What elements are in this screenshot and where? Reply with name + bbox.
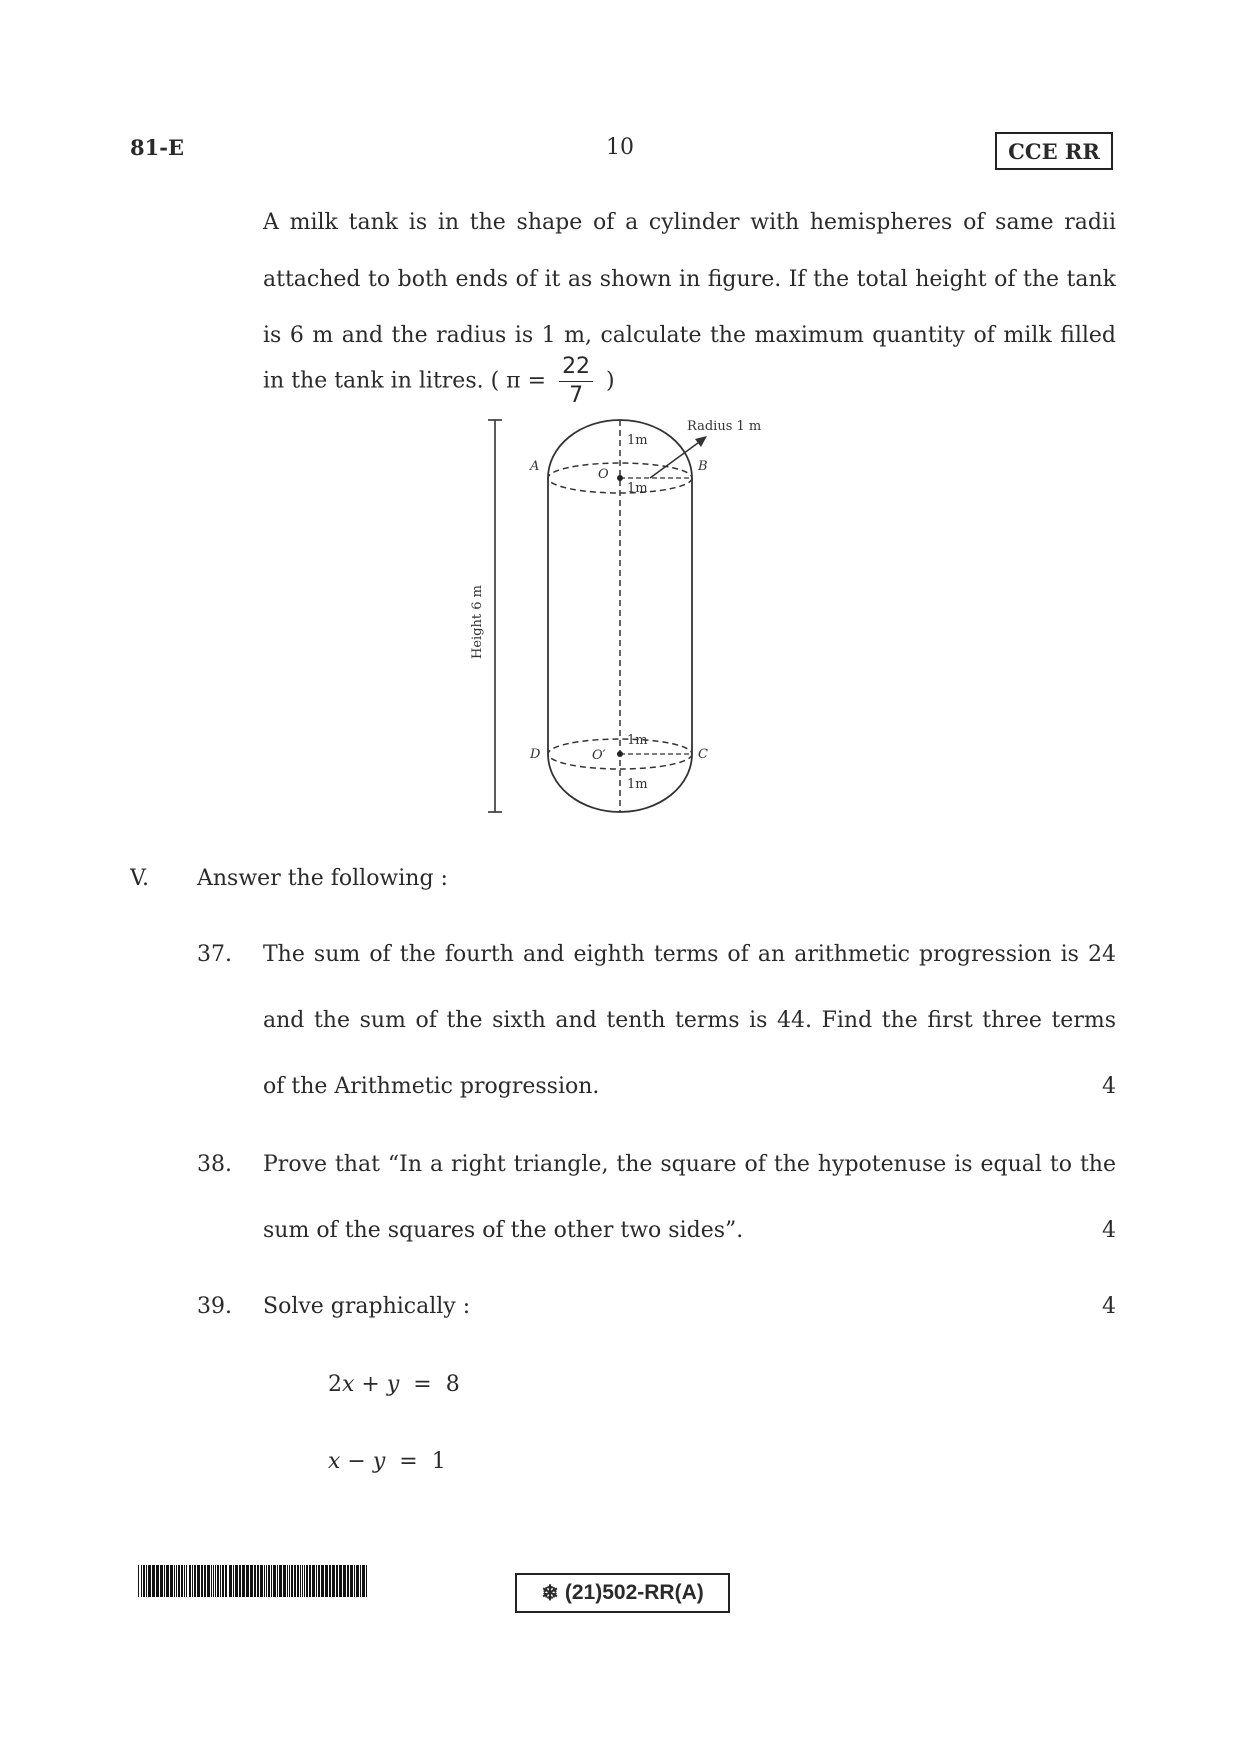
question-37-line-2: and the sum of the sixth and tenth terms is 44. Find the first three terms [263, 1008, 1116, 1033]
barcode-bar [166, 1565, 169, 1597]
barcode-bar [279, 1565, 282, 1597]
problem-line-3: is 6 m and the radius is 1 m, calculate the maximum quantity of milk filled [263, 323, 1116, 348]
question-37-line-1: The sum of the fourth and eighth terms of an arithmetic progression is 24 [263, 942, 1116, 967]
barcode-bar [178, 1565, 180, 1597]
problem-line-2: attached to both ends of it as shown in figure. If the total height of the tank [263, 267, 1116, 292]
equation-2-rhs: 1 [431, 1449, 446, 1474]
barcode-bar [141, 1565, 142, 1597]
equation-1-x-var: x [342, 1372, 355, 1397]
barcode-bar [152, 1565, 155, 1597]
barcode-bar [186, 1565, 187, 1597]
barcode-bar [329, 1565, 331, 1597]
question-37-number: 37. [197, 942, 232, 967]
barcode-bar [222, 1565, 224, 1597]
bottom-height-label: 1m [627, 777, 648, 792]
radius-arrow-head [695, 436, 707, 447]
barcode-bar [176, 1565, 177, 1597]
barcode-bar [257, 1565, 259, 1597]
barcode-bar [189, 1565, 191, 1597]
barcode-bar [215, 1565, 216, 1597]
barcode-bar [325, 1565, 328, 1597]
equation-2-op: − [347, 1449, 366, 1474]
pi-denominator: 7 [569, 383, 584, 408]
barcode-bar [174, 1565, 175, 1597]
barcode-bar [332, 1565, 335, 1597]
equation-1-op: + [361, 1372, 380, 1397]
barcode-bar [164, 1565, 165, 1597]
section-title: Answer the following : [197, 866, 448, 891]
barcode-bar [194, 1565, 196, 1597]
barcode-bar [229, 1565, 232, 1597]
barcode-bar [156, 1565, 159, 1597]
barcode-bar [197, 1565, 200, 1597]
barcode-bar [350, 1565, 353, 1597]
barcode-bar [291, 1565, 293, 1597]
top-radius-label: 1m [627, 481, 648, 496]
barcode-bar [138, 1565, 139, 1597]
section-number: V. [130, 866, 150, 891]
barcode-bar [242, 1565, 245, 1597]
bottom-radius-label: 1m [627, 733, 648, 748]
barcode-bar [184, 1565, 185, 1597]
page-number: 10 [606, 135, 634, 160]
point-o-label: O [598, 467, 609, 482]
barcode-bar [277, 1565, 278, 1597]
barcode-bar [260, 1565, 263, 1597]
question-39-marks: 4 [1102, 1294, 1116, 1319]
footer-code: (21)502-RR(A) [564, 1581, 704, 1604]
point-d-label: D [530, 747, 541, 762]
equation-1-rhs: 8 [445, 1372, 460, 1397]
barcode-bar [239, 1565, 241, 1597]
question-38-line-2: sum of the squares of the other two sides”. [263, 1218, 744, 1243]
problem-line-4 [263, 353, 615, 410]
barcode-bar [271, 1565, 272, 1597]
equation-1-y-var: y [386, 1372, 400, 1397]
point-a-label: A [530, 459, 540, 474]
barcode-bar [294, 1565, 296, 1597]
barcode-bar [170, 1565, 173, 1597]
barcode-bar [302, 1565, 303, 1597]
barcode [138, 1565, 370, 1597]
barcode-bar [160, 1565, 163, 1597]
barcode-bar [207, 1565, 210, 1597]
barcode-bar [146, 1565, 147, 1597]
barcode-bar [235, 1565, 238, 1597]
barcode-bar [339, 1565, 342, 1597]
point-c-label: C [698, 747, 708, 762]
point-o-prime-label: O′ [592, 748, 606, 763]
equation-2: x − y = 1 [328, 1449, 446, 1474]
center-o-prime [617, 751, 623, 757]
radius-label: Radius 1 m [687, 419, 762, 434]
barcode-bar [283, 1565, 286, 1597]
question-38-marks: 4 [1102, 1218, 1116, 1243]
barcode-bar [287, 1565, 288, 1597]
barcode-bar [254, 1565, 256, 1597]
question-39-number: 39. [197, 1294, 232, 1319]
barcode-bar [309, 1565, 311, 1597]
barcode-bar [246, 1565, 249, 1597]
problem-line-4-suffix: ) [599, 368, 615, 394]
pi-fraction [559, 353, 593, 410]
barcode-bar [360, 1565, 361, 1597]
barcode-bar [143, 1565, 145, 1597]
height-label: Height 6 m [470, 585, 485, 659]
barcode-bar [192, 1565, 193, 1597]
barcode-bar [318, 1565, 320, 1597]
barcode-bar [362, 1565, 365, 1597]
barcode-bar [204, 1565, 206, 1597]
question-38-number: 38. [197, 1152, 232, 1177]
barcode-bar [148, 1565, 151, 1597]
center-o [617, 475, 623, 481]
barcode-bar [347, 1565, 349, 1597]
barcode-bar [316, 1565, 317, 1597]
problem-line-1: A milk tank is in the shape of a cylinder with hemispheres of same radii [263, 210, 1116, 235]
equation-1: 2x + y = 8 [328, 1372, 460, 1397]
barcode-bar [321, 1565, 324, 1597]
barcode-bar [181, 1565, 183, 1597]
barcode-bar [312, 1565, 315, 1597]
question-37-marks: 4 [1102, 1074, 1116, 1099]
barcode-bar [268, 1565, 270, 1597]
barcode-bar [354, 1565, 355, 1597]
barcode-bar [289, 1565, 290, 1597]
snowflake-icon: ❄ [541, 1581, 559, 1605]
barcode-bar [273, 1565, 276, 1597]
barcode-bar [266, 1565, 267, 1597]
barcode-bar [300, 1565, 301, 1597]
barcode-bar [211, 1565, 212, 1597]
top-height-label: 1m [627, 433, 648, 448]
barcode-bar [217, 1565, 219, 1597]
barcode-bar [250, 1565, 253, 1597]
barcode-bar [225, 1565, 227, 1597]
paper-code: 81-E [130, 135, 184, 160]
barcode-bar [366, 1565, 367, 1597]
question-37-line-3: of the Arithmetic progression. [263, 1074, 600, 1099]
question-38-line-1: Prove that “In a right triangle, the square of the hypotenuse is equal to the [263, 1152, 1116, 1177]
barcode-bar [233, 1565, 234, 1597]
barcode-bar [306, 1565, 308, 1597]
milk-tank-figure [455, 410, 805, 820]
barcode-bar [213, 1565, 214, 1597]
pi-numerator: 22 [559, 353, 593, 382]
barcode-bar [343, 1565, 346, 1597]
barcode-bar [304, 1565, 305, 1597]
barcode-bar [297, 1565, 299, 1597]
barcode-bar [336, 1565, 338, 1597]
barcode-bar [264, 1565, 265, 1597]
equation-2-x-var: x [328, 1449, 341, 1474]
equation-2-y-var: y [372, 1449, 386, 1474]
problem-line-4-prefix: in the tank in litres. ( π = [263, 368, 554, 394]
barcode-bar [220, 1565, 221, 1597]
point-b-label: B [698, 459, 708, 474]
question-39-line-1: Solve graphically : [263, 1294, 471, 1319]
barcode-bar [201, 1565, 203, 1597]
barcode-bar [356, 1565, 359, 1597]
footer-code-box [515, 1573, 730, 1613]
series-badge: CCE RR [995, 132, 1113, 170]
equation-1-x-coef: 2 [328, 1372, 342, 1397]
radius-arrow-line [650, 440, 702, 478]
